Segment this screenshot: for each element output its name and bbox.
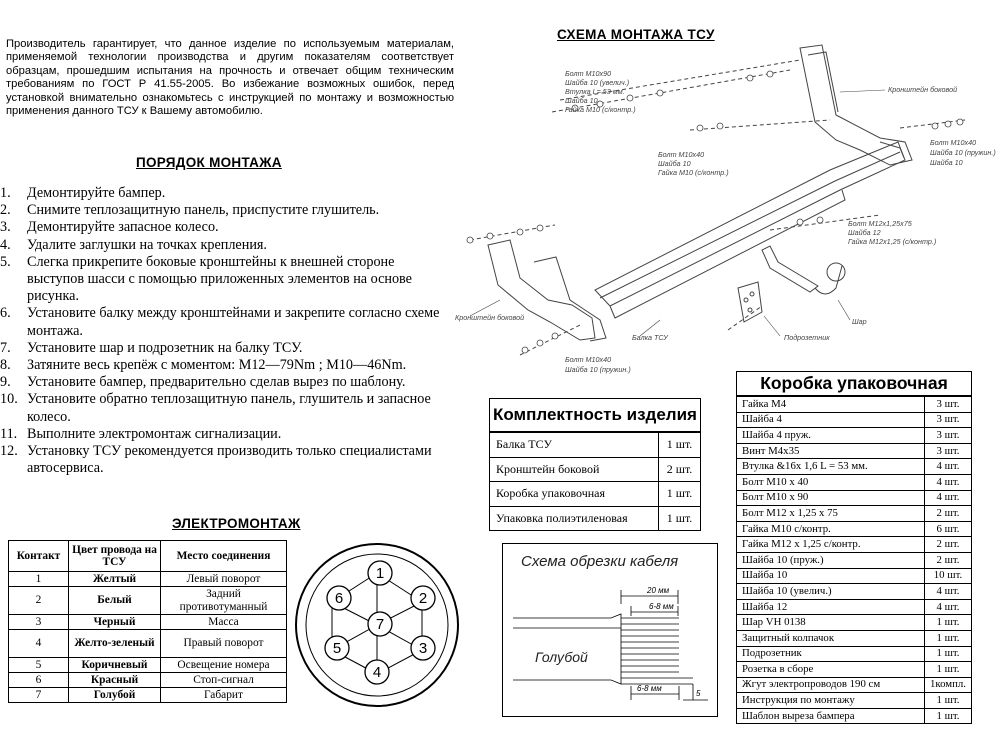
part-qty: 2 шт. — [925, 506, 972, 522]
install-steps — [0, 185, 440, 477]
step-text: Демонтируйте запасное колесо. — [27, 219, 219, 236]
scheme-label: Болт М10х40 — [658, 150, 705, 159]
part-name: Защитный колпачок — [737, 630, 925, 646]
contact-number: 4 — [9, 630, 69, 658]
step-number: 8. — [0, 357, 11, 374]
install-step — [0, 391, 440, 425]
step-text: Установите бампер, предварительно сделав вырез по шаблону. — [27, 374, 406, 391]
wire-color: Желтый — [69, 572, 161, 587]
pin-number: 7 — [375, 616, 385, 633]
wiring-header: Место соединения — [161, 541, 287, 572]
scheme-label: Болт М12х1,25х75 — [848, 219, 912, 228]
box-row — [737, 537, 972, 553]
part-name: Шайба 4 — [737, 412, 925, 428]
completeness-title: Комплектность изделия — [489, 398, 701, 432]
step-number: 12. — [0, 443, 18, 460]
part-name: Шайба 10 (увелич.) — [737, 584, 925, 600]
box-row — [737, 521, 972, 537]
box-row — [737, 677, 972, 693]
step-text: Выполните электромонтаж сигнализации. — [27, 425, 282, 442]
step-number: 2. — [0, 202, 11, 219]
part-qty: 10 шт. — [925, 568, 972, 584]
dim-6-8mm-top: 6-8 мм — [649, 602, 674, 611]
scheme-label: Кронштейн боковой — [888, 85, 958, 94]
part-name: Шайба 10 — [737, 568, 925, 584]
box-row — [737, 615, 972, 631]
connection-place: Освещение номера — [161, 658, 287, 673]
contact-number: 5 — [9, 658, 69, 673]
scheme-label: Шайба 10 — [565, 96, 598, 105]
completeness-table — [489, 432, 701, 531]
box-row — [737, 412, 972, 428]
ball-mount-shape — [762, 246, 818, 292]
box-row — [737, 459, 972, 475]
wiring-row — [9, 688, 287, 703]
step-text: Затяните весь крепёж с моментом: М12—79Nm ; М10—46Nm. — [27, 357, 407, 374]
install-step — [0, 426, 440, 443]
scheme-label: Балка ТСУ — [632, 333, 668, 342]
part-name: Гайка М10 с/контр. — [737, 521, 925, 537]
box-row — [737, 646, 972, 662]
scheme-label: Шайба 12 — [848, 228, 881, 237]
install-step — [0, 254, 440, 306]
pin-number: 2 — [418, 590, 428, 607]
completeness-row — [490, 506, 701, 531]
connection-place: Задний противотуманный — [161, 587, 287, 615]
scheme-label: Шайба 10 (пружин.) — [930, 148, 996, 157]
item-qty: 1 шт. — [659, 482, 701, 507]
part-name: Болт М12 х 1,25 х 75 — [737, 506, 925, 522]
connection-place: Масса — [161, 615, 287, 630]
item-qty: 1 шт. — [659, 506, 701, 531]
part-qty: 3 шт. — [925, 412, 972, 428]
part-qty: 3 шт. — [925, 443, 972, 459]
part-qty: 1 шт. — [925, 693, 972, 709]
part-name: Подрозетник — [737, 646, 925, 662]
part-qty: 1 шт. — [925, 615, 972, 631]
connection-place: Левый поворот — [161, 572, 287, 587]
part-name: Винт М4х35 — [737, 443, 925, 459]
box-row — [737, 630, 972, 646]
box-row — [737, 428, 972, 444]
step-text: Слегка прикрепите боковые кронштейны к внешней стороне выступов шасси с помощью приложенных элементов на основе рисунка. — [27, 253, 412, 305]
part-qty: 2 шт. — [925, 537, 972, 553]
step-number: 7. — [0, 339, 11, 356]
wiring-row — [9, 572, 287, 587]
warranty-text: Производитель гарантирует, что данное изделие по используемым материалам, применяемой технологии производства и другим показателям соответствует образцам, прошедшим испытания на прочность и отвечает общим техническим требованиям по ГОСТ Р 41.55-2005. Во избежание возможных ошибок, перед установкой внимательно ознакомьтесь с инструкцией по монтажу и возможностью применения данного ТСУ к Вашему автомобилю. — [6, 38, 454, 118]
step-text: Установите обратно теплозащитную панель, глушитель и запасное колесо. — [27, 391, 431, 425]
scheme-label: Шайба 10 (пружин.) — [565, 365, 631, 374]
install-step — [0, 340, 440, 357]
install-step — [0, 202, 440, 219]
wiring-row — [9, 673, 287, 688]
part-name: Шайба 10 (пруж.) — [737, 552, 925, 568]
box-row — [737, 490, 972, 506]
box-row — [737, 584, 972, 600]
step-text: Снимите теплозащитную панель, приспустите глушитель. — [27, 202, 380, 219]
part-qty: 2 шт. — [925, 552, 972, 568]
dim-20mm: 20 мм — [647, 586, 670, 595]
wiring-row — [9, 587, 287, 615]
pin-number: 6 — [334, 590, 344, 607]
scheme-label: Гайка М12х1,25 (с/контр.) — [848, 237, 937, 246]
install-title: ПОРЯДОК МОНТАЖА — [136, 155, 282, 170]
box-row — [737, 662, 972, 678]
step-number: 11. — [0, 425, 18, 442]
step-text: Установку ТСУ рекомендуется производить только специалистами автосервиса. — [27, 443, 432, 477]
box-contents-table — [736, 396, 972, 724]
install-step — [0, 219, 440, 236]
cable-title: Схема обрезки кабеля — [521, 553, 679, 570]
box-row — [737, 552, 972, 568]
completeness-row — [490, 482, 701, 507]
install-step — [0, 443, 440, 477]
item-name: Балка ТСУ — [490, 433, 659, 458]
part-qty: 1 шт. — [925, 630, 972, 646]
connection-place: Правый поворот — [161, 630, 287, 658]
connection-place: Габарит — [161, 688, 287, 703]
step-text: Демонтируйте бампер. — [27, 185, 166, 201]
wiring-title: ЭЛЕКТРОМОНТАЖ — [172, 516, 301, 531]
box-row — [737, 708, 972, 724]
install-step — [0, 185, 440, 202]
part-name: Гайка М4 — [737, 397, 925, 413]
part-name: Жгут электропроводов 190 см — [737, 677, 925, 693]
wire-color: Голубой — [69, 688, 161, 703]
completeness-row — [490, 433, 701, 458]
item-name: Коробка упаковочная — [490, 482, 659, 507]
part-name: Инструкция по монтажу — [737, 693, 925, 709]
step-number: 5. — [0, 253, 11, 270]
part-name: Розетка в сборе — [737, 662, 925, 678]
box-row — [737, 443, 972, 459]
pin-number: 5 — [332, 640, 342, 657]
cable-wire-label: Голубой — [535, 649, 588, 665]
install-step — [0, 237, 440, 254]
pin-number: 3 — [418, 640, 428, 657]
box-row — [737, 474, 972, 490]
wiring-row — [9, 658, 287, 673]
step-number: 10. — [0, 391, 18, 408]
scheme-label: Болт М10х90 — [565, 69, 612, 78]
part-qty: 1 шт. — [925, 708, 972, 724]
part-qty: 6 шт. — [925, 521, 972, 537]
wire-color: Красный — [69, 673, 161, 688]
part-name: Шар VH 0138 — [737, 615, 925, 631]
step-number: 3. — [0, 219, 11, 236]
pin-number: 4 — [372, 664, 382, 681]
install-step — [0, 305, 440, 339]
scheme-label: Шайба 10 — [658, 159, 691, 168]
contact-number: 6 — [9, 673, 69, 688]
part-name: Болт М10 х 40 — [737, 474, 925, 490]
wire-color: Желто-зеленый — [69, 630, 161, 658]
part-name: Шайба 4 пруж. — [737, 428, 925, 444]
box-row — [737, 693, 972, 709]
wire-color: Коричневый — [69, 658, 161, 673]
item-qty: 2 шт. — [659, 457, 701, 482]
scheme-label: Болт М10х40 — [930, 138, 977, 147]
connection-place: Стоп-сигнал — [161, 673, 287, 688]
scheme-label: Подрозетник — [784, 333, 830, 342]
box-row — [737, 599, 972, 615]
contact-number: 2 — [9, 587, 69, 615]
part-qty: 3 шт. — [925, 428, 972, 444]
part-name: Болт М10 х 90 — [737, 490, 925, 506]
step-text: Установите шар и подрозетник на балку ТСУ. — [27, 339, 303, 356]
step-text: Удалите заглушки на точках крепления. — [27, 236, 267, 253]
item-qty: 1 шт. — [659, 433, 701, 458]
box-row — [737, 506, 972, 522]
dim-5: 5 — [696, 689, 701, 698]
part-qty: 4 шт. — [925, 459, 972, 475]
wiring-header: Контакт — [9, 541, 69, 572]
item-name: Кронштейн боковой — [490, 457, 659, 482]
mounting-diagram — [455, 40, 1000, 395]
contact-number: 3 — [9, 615, 69, 630]
item-name: Упаковка полиэтиленовая — [490, 506, 659, 531]
scheme-label: Кронштейн боковой — [455, 313, 525, 322]
scheme-title: СХЕМА МОНТАЖА ТСУ — [557, 27, 715, 42]
contact-number: 7 — [9, 688, 69, 703]
box-title: Коробка упаковочная — [736, 371, 972, 396]
part-qty: 4 шт. — [925, 584, 972, 600]
wire-color: Белый — [69, 587, 161, 615]
part-qty: 1 шт. — [925, 646, 972, 662]
wire-color: Черный — [69, 615, 161, 630]
wiring-header: Цвет провода на ТСУ — [69, 541, 161, 572]
part-name: Втулка &16х 1,6 L = 53 мм. — [737, 459, 925, 475]
part-qty: 3 шт. — [925, 397, 972, 413]
step-number: 6. — [0, 305, 11, 322]
dim-6-8mm-bottom: 6-8 мм — [637, 684, 662, 693]
step-number: 9. — [0, 374, 11, 391]
part-qty: 4 шт. — [925, 474, 972, 490]
part-name: Гайка М12 х 1,25 с/контр. — [737, 537, 925, 553]
part-qty: 1 шт. — [925, 662, 972, 678]
box-row — [737, 568, 972, 584]
scheme-label: Шайба 10 (увелич.) — [565, 78, 630, 87]
scheme-label: Втулка L= 53 мм. — [565, 87, 625, 96]
part-name: Шайба 12 — [737, 599, 925, 615]
wiring-row — [9, 615, 287, 630]
contact-number: 1 — [9, 572, 69, 587]
install-step — [0, 357, 440, 374]
part-qty: 1компл. — [925, 677, 972, 693]
wiring-table — [8, 540, 287, 703]
cable-cut-scheme — [502, 543, 718, 717]
scheme-label: Шар — [852, 317, 867, 326]
step-number: 4. — [0, 236, 11, 253]
pin-number: 1 — [375, 565, 385, 582]
scheme-label: Гайка М10 (с/контр.) — [565, 105, 636, 114]
part-qty: 4 шт. — [925, 599, 972, 615]
box-row — [737, 397, 972, 413]
scheme-label: Болт М10х40 — [565, 355, 612, 364]
step-number: 1. — [0, 185, 11, 201]
part-name: Шаблон выреза бампера — [737, 708, 925, 724]
socket-plate-shape — [738, 282, 762, 322]
wiring-row — [9, 630, 287, 658]
step-text: Установите балку между кронштейнами и закрепите согласно схеме монтажа. — [27, 305, 440, 339]
scheme-label: Гайка М10 (с/контр.) — [658, 168, 729, 177]
scheme-label: Шайба 10 — [930, 158, 963, 167]
connector-diagram — [292, 540, 462, 710]
part-qty: 4 шт. — [925, 490, 972, 506]
completeness-row — [490, 457, 701, 482]
install-step — [0, 374, 440, 391]
